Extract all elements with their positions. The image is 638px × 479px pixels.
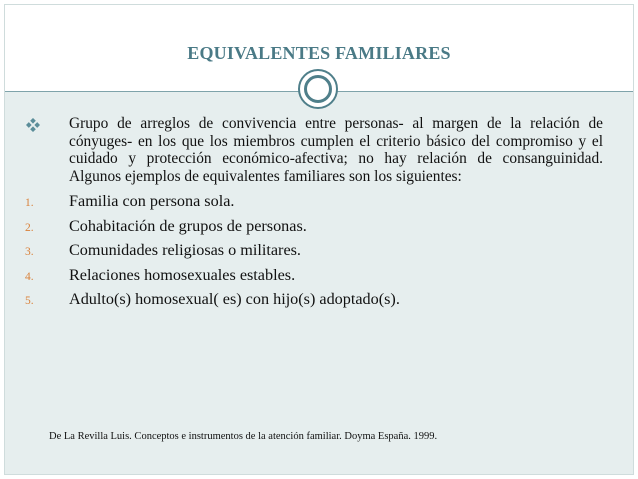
list-item-number: 2. <box>25 221 34 234</box>
list-item-number: 4. <box>25 270 34 283</box>
list-item-text: Familia con persona sola. <box>69 192 235 210</box>
list-item-number: 5. <box>25 295 34 307</box>
list-item-text: Adulto(s) homosexual( es) con hijo(s) adoptado(s). <box>69 290 400 308</box>
intro-bullet <box>5 115 633 185</box>
list-item <box>5 238 633 263</box>
list-item-text: Cohabitación de grupos de personas. <box>69 216 307 235</box>
slide <box>4 4 634 475</box>
list-item-text: Comunidades religiosas o militares. <box>69 241 301 259</box>
slide-title: EQUIVALENTES FAMILIARES <box>187 43 451 63</box>
list-item <box>5 189 633 214</box>
diamond-bullet-icon <box>26 118 40 132</box>
list-item-number: 1. <box>25 197 34 209</box>
intro-bullet-text: Grupo de arreglos de convivencia entre personas- al margen de la relación de cónyuges- en los que los miembros cumplen el criterio básico del compromiso y el cuidado y protección económico-afectiva; no hay relación de consanguinidad. Algunos ejemplos de equivalentes familiares son los siguientes: <box>69 115 603 185</box>
list-item-text: Relaciones homosexuales estables. <box>69 265 296 284</box>
decorative-circle-icon <box>298 69 338 109</box>
list-item <box>5 287 633 312</box>
examples-list <box>5 189 633 312</box>
decorative-inner-circle <box>304 75 332 103</box>
list-item <box>5 214 633 239</box>
slide-content <box>5 115 633 312</box>
list-item-number: 3. <box>25 246 34 258</box>
list-item <box>5 263 633 288</box>
citation: De La Revilla Luis. Conceptos e instrumentos de la atención familiar. Doyma España. 1999. <box>49 431 438 442</box>
